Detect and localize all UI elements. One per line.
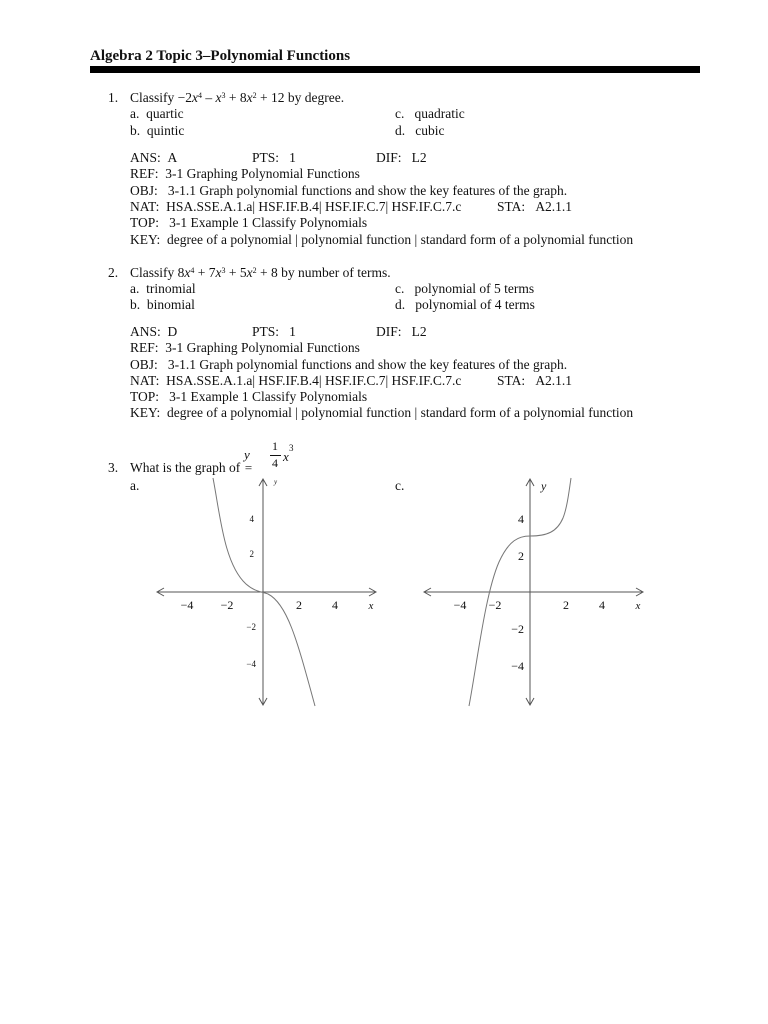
x-axis-label: x <box>368 600 374 612</box>
q3-number: 3. <box>108 460 119 475</box>
q3-equation-denominator: 4 <box>272 456 278 470</box>
q2-obj: OBJ: 3-1.1 Graph polynomial functions and show the key features of the graph. <box>130 357 568 372</box>
x-tick-label: −2 <box>220 598 234 612</box>
q1-choice-c[interactable]: c. quadratic <box>395 106 465 121</box>
y-axis-label: y <box>274 478 278 486</box>
q2-pts: PTS: 1 <box>252 324 296 339</box>
title-rule <box>90 66 700 73</box>
q1-sta: STA: A2.1.1 <box>497 199 573 214</box>
q2-choice-c[interactable]: c. polynomial of 5 terms <box>395 281 535 296</box>
q2-top: TOP: 3-1 Example 1 Classify Polynomials <box>130 389 368 404</box>
x-tick-label: −2 <box>488 598 502 612</box>
q2-choice-a[interactable]: a. trinomial <box>130 281 196 296</box>
q1-choice-a[interactable]: a. quartic <box>130 106 184 121</box>
x-tick-label: 2 <box>563 598 569 612</box>
q3-equation-exponent: 3 <box>289 443 294 453</box>
y-axis-label: y <box>541 479 547 493</box>
q2-ref: REF: 3-1 Graphing Polynomial Functions <box>130 340 360 355</box>
q1-number: 1. <box>108 90 119 105</box>
q1-ref: REF: 3-1 Graphing Polynomial Functions <box>130 166 360 181</box>
q2-nat: NAT: HSA.SSE.A.1.a| HSF.IF.B.4| HSF.IF.C.7| HSF.IF.C.7.c <box>130 373 462 388</box>
q2-ans: ANS: D <box>130 324 178 339</box>
q2-choice-d[interactable]: d. polynomial of 4 terms <box>395 297 535 312</box>
page-title: Algebra 2 Topic 3–Polynomial Functions <box>90 48 351 64</box>
y-tick-label: 2 <box>518 549 524 563</box>
q1-nat: NAT: HSA.SSE.A.1.a| HSF.IF.B.4| HSF.IF.C.7| HSF.IF.C.7.c <box>130 199 462 214</box>
q3-graph-c[interactable] <box>417 474 657 714</box>
q3-choice-a-label[interactable]: a. <box>130 478 140 493</box>
y-tick-label: 2 <box>249 549 254 559</box>
q1-top: TOP: 3-1 Example 1 Classify Polynomials <box>130 215 368 230</box>
q2-stem: Classify $8x^4 + 7x^3 + 5x^2 + 8$ by number of terms. <box>130 265 391 280</box>
x-tick-label: −4 <box>180 598 194 612</box>
y-tick-label: −2 <box>511 622 524 636</box>
q1-ans: ANS: A <box>130 150 178 165</box>
q3-stem: What is the graph of <box>130 460 241 475</box>
y-tick-label: 4 <box>249 514 254 524</box>
x-tick-label: 4 <box>599 598 605 612</box>
y-tick-label: 4 <box>518 512 524 526</box>
x-tick-label: −4 <box>453 598 467 612</box>
q2-dif: DIF: L2 <box>376 324 427 339</box>
y-tick-label: −4 <box>246 659 256 669</box>
q1-dif: DIF: L2 <box>376 150 427 165</box>
y-tick-label: −2 <box>246 622 256 632</box>
q2-number: 2. <box>108 265 119 280</box>
q3-choice-c-label[interactable]: c. <box>395 478 405 493</box>
q3-equation-numerator: 1 <box>272 439 278 453</box>
q3-graph-a[interactable] <box>150 474 390 714</box>
q3-equation-lhs: y = <box>244 447 253 475</box>
q1-key: KEY: degree of a polynomial | polynomial function | standard form of a polynomial function <box>130 232 634 247</box>
q3-equation-var: x <box>283 449 289 464</box>
q1-obj: OBJ: 3-1.1 Graph polynomial functions and show the key features of the graph. <box>130 183 568 198</box>
q1-pts: PTS: 1 <box>252 150 296 165</box>
x-axis-label: x <box>635 600 641 612</box>
q2-key: KEY: degree of a polynomial | polynomial function | standard form of a polynomial function <box>130 405 634 420</box>
x-tick-label: 4 <box>332 598 338 612</box>
q1-choice-d[interactable]: d. cubic <box>395 123 445 138</box>
x-tick-label: 2 <box>296 598 302 612</box>
q1-stem: Classify $-2x^4 - x^3 + 8x^2 + 12$ by degree. <box>130 90 345 105</box>
y-tick-label: −4 <box>511 659 524 673</box>
q1-choice-b[interactable]: b. quintic <box>130 123 185 138</box>
q2-choice-b[interactable]: b. binomial <box>130 297 195 312</box>
q2-sta: STA: A2.1.1 <box>497 373 573 388</box>
